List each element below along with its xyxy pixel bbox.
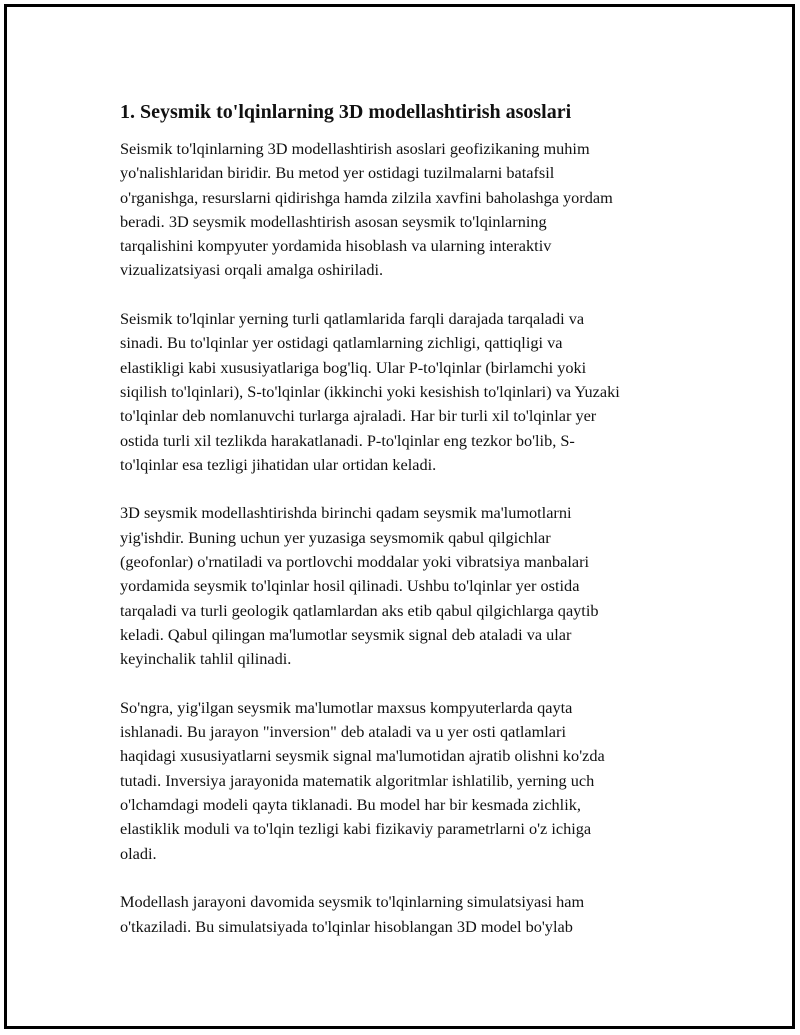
- paragraph-2: [120, 307, 688, 477]
- text-line: ostida turli xil tezlikda harakatlanadi. P-to'lqinlar eng tezkor bo'lib, S-: [120, 430, 575, 450]
- text-line: keladi. Qabul qilingan ma'lumotlar seysmik signal deb ataladi va ular: [120, 624, 572, 644]
- text-line: o'tkaziladi. Bu simulatsiyada to'lqinlar hisoblangan 3D model bo'ylab: [120, 916, 573, 936]
- text-line: sinadi. Bu to'lqinlar yer ostidagi qatlamlarning zichligi, qattiqligi va: [120, 333, 563, 353]
- paragraph-1: [120, 137, 688, 283]
- text-line: yordamida seysmik to'lqinlar hosil qilinadi. Ushbu to'lqinlar yer ostida: [120, 576, 580, 596]
- text-line: oladi.: [120, 843, 157, 863]
- text-line: tarqalishini kompyuter yordamida hisoblash va ularning interaktiv: [120, 236, 552, 256]
- text-line: keyinchalik tahlil qilinadi.: [120, 649, 292, 669]
- text-line: to'lqinlar esa tezligi jihatidan ular ortidan keladi.: [120, 454, 437, 474]
- text-line: beradi. 3D seysmik modellashtirish asosan seysmik to'lqinlarning: [120, 211, 547, 231]
- text-line: elastiklik moduli va to'lqin tezligi kabi fizikaviy parametrlarni o'z ichiga: [120, 819, 592, 839]
- section-heading: 1. Seysmik to'lqinlarning 3D modellashtirish asoslari: [120, 101, 572, 123]
- document-content: [120, 99, 688, 963]
- text-line: yig'ishdir. Buning uchun yer yuzasiga seysmomik qabul qilgichlar: [120, 527, 551, 547]
- text-line: o'lchamdagi modeli qayta tiklanadi. Bu model har bir kesmada zichlik,: [120, 795, 581, 815]
- text-line: haqidagi xususiyatlarni seysmik signal ma'lumotidan ajratib olishni ko'zda: [120, 746, 605, 766]
- document-page: [4, 4, 795, 1029]
- text-line: tutadi. Inversiya jarayonida matematik algoritmlar ishlatilib, yerning uch: [120, 770, 595, 790]
- paragraph-4: [120, 696, 688, 866]
- text-line: (geofonlar) o'rnatiladi va portlovchi moddalar yoki vibratsiya manbalari: [120, 552, 590, 572]
- text-line: tarqaladi va turli geologik qatlamlardan aks etib qabul qilgichlarga qaytib: [120, 600, 599, 620]
- text-line: So'ngra, yig'ilgan seysmik ma'lumotlar maxsus kompyuterlarda qayta: [120, 697, 573, 717]
- text-line: o'rganishga, resurslarni qidirishga hamda zilzila xavfini baholashga yordam: [120, 187, 613, 207]
- text-line: ishlanadi. Bu jarayon "inversion" deb ataladi va u yer osti qatlamlari: [120, 722, 566, 742]
- text-line: Seismik to'lqinlarning 3D modellashtirish asoslari geofizikaning muhim: [120, 139, 590, 158]
- paragraph-5: [120, 890, 688, 939]
- text-line: yo'nalishlaridan biridir. Bu metod yer ostidagi tuzilmalarni batafsil: [120, 163, 555, 183]
- text-line: siqilish to'lqinlari), S-to'lqinlar (ikkinchi yoki kesishish to'lqinlari) va Yuzaki: [120, 381, 620, 401]
- text-line: elastikligi kabi xususiyatlariga bog'liq. Ular P-to'lqinlar (birlamchi yoki: [120, 357, 587, 377]
- text-line: Seismik to'lqinlar yerning turli qatlamlarida farqli darajada tarqaladi va: [120, 309, 585, 329]
- text-line: Modellash jarayoni davomida seysmik to'lqinlarning simulatsiyasi ham: [120, 892, 585, 912]
- paragraph-3: [120, 501, 688, 671]
- text-line: to'lqinlar deb nomlanuvchi turlarga ajraladi. Har bir turli xil to'lqinlar yer: [120, 406, 597, 426]
- text-line: vizualizatsiyasi orqali amalga oshiriladi.: [120, 260, 384, 280]
- text-line: 3D seysmik modellashtirishda birinchi qadam seysmik ma'lumotlarni: [120, 503, 572, 523]
